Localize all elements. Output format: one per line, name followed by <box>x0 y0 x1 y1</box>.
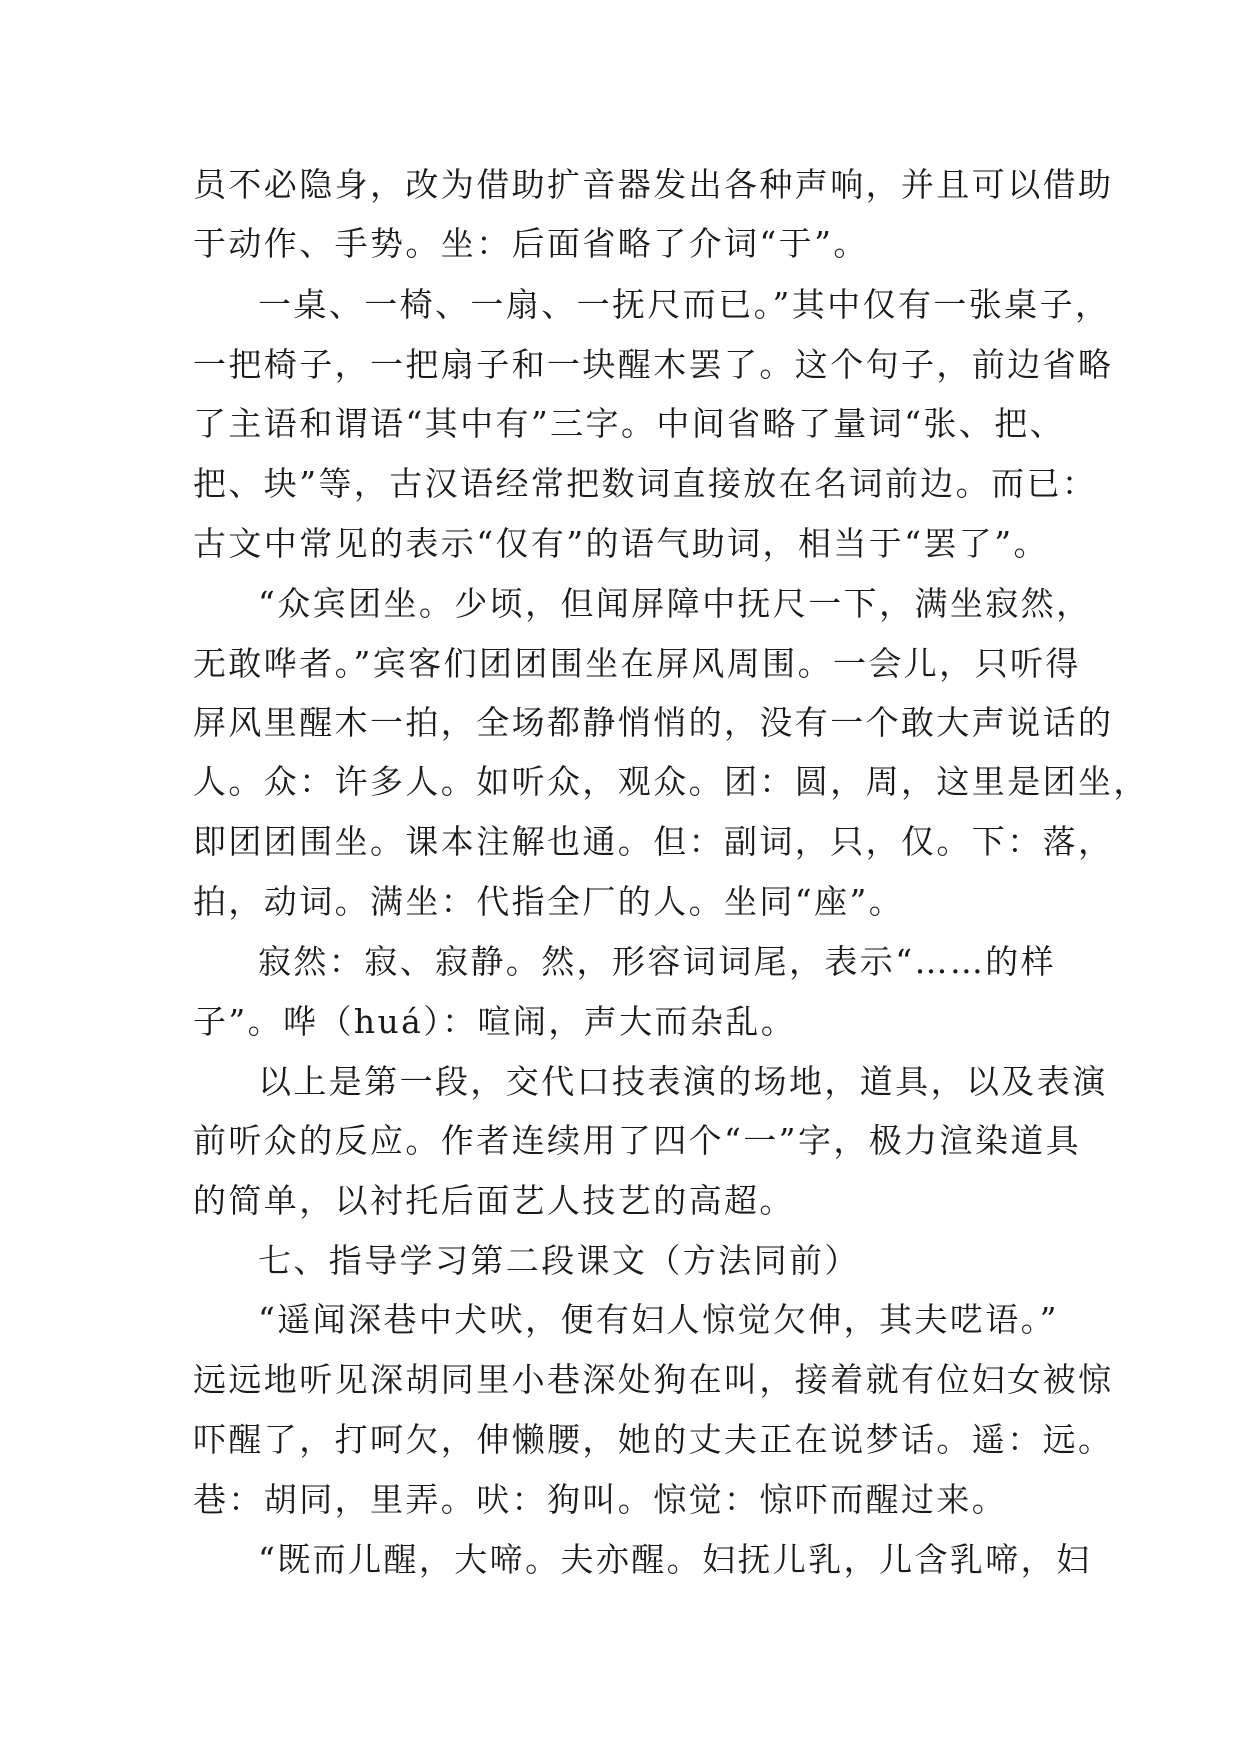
text-line-12: 即团团围坐。课本注解也通。但：副词，只，仅。下：落， <box>193 822 1114 861</box>
text-line-18: 的简单，以衬托后面艺人技艺的高超。 <box>193 1181 795 1220</box>
text-line-20: “遥闻深巷中犬吠，便有妇人惊觉欠伸，其夫呓语。” <box>258 1300 1059 1339</box>
text-line-16: 以上是第一段，交代口技表演的场地，道具，以及表演 <box>258 1062 1108 1101</box>
text-line-22: 吓醒了，打呵欠，伸懒腰，她的丈夫正在说梦话。遥：远。 <box>193 1420 1114 1459</box>
text-line-13: 拍，动词。满坐：代指全厂的人。坐同“座”。 <box>193 882 905 921</box>
text-line-8: “众宾团坐。少顷，但闻屏障中抚尺一下，满坐寂然， <box>258 584 1092 623</box>
text-line-2: 于动作、手势。坐：后面省略了介词“于”。 <box>193 224 869 263</box>
text-line-14: 寂然：寂、寂静。然，形容词词尾，表示“……的样 <box>258 942 1057 981</box>
text-line-9: 无敢哗者。”宾客们团团围坐在屏风周围。一会儿，只听得 <box>193 644 1081 683</box>
text-line-17: 前听众的反应。作者连续用了四个“一”字，极力渲染道具 <box>193 1121 1082 1160</box>
text-line-7: 古文中常见的表示“仅有”的语气助词，相当于“罢了”。 <box>193 524 1049 563</box>
text-line-11: 人。众：许多人。如听众，观众。团：圆，周，这里是团坐， <box>193 762 1149 801</box>
text-line-21: 远远地听见深胡同里小巷深处狗在叫，接着就有位妇女被惊 <box>193 1360 1114 1399</box>
text-line-10: 屏风里醒木一拍，全场都静悄悄的，没有一个敢大声说话的 <box>193 703 1114 742</box>
text-line-1: 员不必隐身，改为借助扩音器发出各种声响，并且可以借助 <box>193 165 1114 204</box>
text-line-24: “既而儿醒，大啼。夫亦醒。妇抚儿乳，儿含乳啼，妇 <box>258 1540 1092 1579</box>
text-line-15: 子”。哗（huá）：喧闹，声大而杂乱。 <box>193 1002 797 1041</box>
text-line-6: 把、块”等，古汉语经常把数词直接放在名词前边。而已： <box>193 464 1098 503</box>
text-line-23: 巷：胡同，里弄。吠：狗叫。惊觉：惊吓而醒过来。 <box>193 1480 1008 1519</box>
text-line-3: 一桌、一椅、一扇、一抚尺而已。”其中仅有一张桌子， <box>258 285 1111 324</box>
text-line-4: 一把椅子，一把扇子和一块醒木罢了。这个句子，前边省略 <box>193 345 1114 384</box>
section-heading: 七、指导学习第二段课文（方法同前） <box>258 1241 860 1280</box>
text-line-5: 了主语和谓语“其中有”三字。中间省略了量词“张、把、 <box>193 404 1066 443</box>
